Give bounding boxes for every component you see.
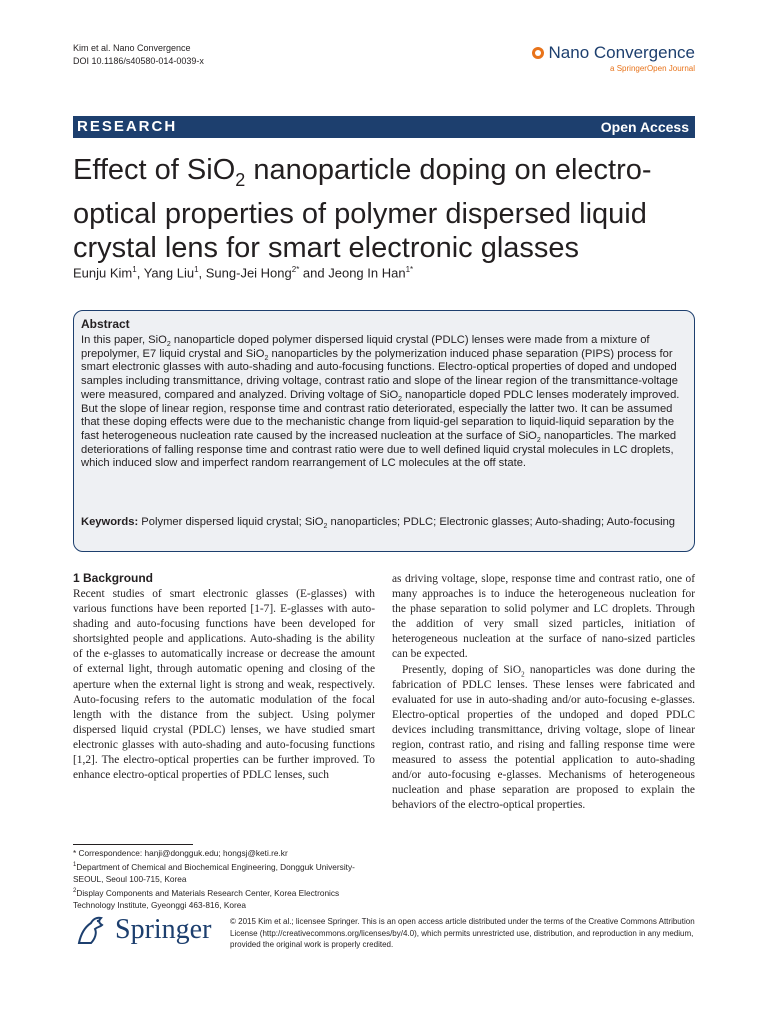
article-title: Effect of SiO$_2$ nanoparticle doping on electro-optical properties of polymer dispersed liquid crystal lens for smart electronic glasses — [73, 154, 652, 264]
correspondence-note[interactable]: * Correspondence: hanji@dongguk.edu; hongsj@keti.re.kr — [73, 848, 288, 858]
open-access-label: Open Access — [600, 119, 689, 135]
body-column-right — [392, 572, 695, 814]
doi-text[interactable]: DOI 10.1186/s40580-014-0039-x — [73, 56, 204, 66]
springer-horse-icon — [73, 913, 107, 947]
license-text: © 2015 Kim et al.; licensee Springer. This is an open access article distributed under the terms of the Creative Commons Attribution License (http://creativecommons.org/licenses/by/4.0), which permits unrestricted use, distribution, and reproduction in any medium, provided the original work is properly credited. — [230, 917, 695, 949]
journal-logo[interactable] — [532, 43, 695, 63]
affiliation-2: $^2$Display Components and Materials Research Center, Korea Electronics Technology Institute, Gyeonggi 463-816, Korea — [73, 887, 340, 910]
springer-wordmark: Springer — [115, 914, 212, 945]
author-name[interactable]: Eunju Kim — [73, 265, 133, 281]
article-type-label: RESEARCH — [77, 118, 178, 135]
body-paragraph: as driving voltage, slope, response time and contrast ratio, one of many approaches is to induce the heterogeneous nucleation for the phase separation to solid polymer and LC droplets. Through the addition of very small sized particles, initiation of heterogeneous nucleation at the surface of nano-sized particles can be expected. — [392, 573, 695, 661]
keywords: Keywords: Polymer dispersed liquid crystal; SiO$_2$ nanoparticles; PDLC; Electronic glasses; Auto-shading; Auto-focusing — [81, 516, 676, 531]
section-heading: 1 Background — [73, 571, 154, 585]
author-name[interactable]: Sung-Jei Hong — [205, 265, 292, 281]
footnote-divider — [73, 844, 193, 845]
author-list: Eunju Kim$^1$, Yang Liu$^1$, Sung-Jei Hong$^{2*}$ and Jeong In Han$^{1*}$ — [73, 265, 414, 281]
journal-tagline: a SpringerOpen Journal — [610, 64, 695, 73]
author-name[interactable]: Jeong In Han — [328, 265, 406, 281]
article-type-band — [73, 116, 695, 138]
journal-name: Nano Convergence — [548, 43, 695, 62]
springer-logo[interactable] — [73, 913, 211, 947]
journal-logo-icon — [532, 47, 544, 59]
affiliation-1: $^1$Department of Chemical and Biochemical Engineering, Dongguk University-SEOUL, Seoul 100-715, Korea — [73, 861, 355, 884]
body-column-left: Recent studies of smart electronic glasses (E-glasses) with various functions have been reported [1-7]. E-glasses with auto-shading and auto-focusing functions have been developed for shortsighted people and applications. Auto-shading is the ability of the e-glasses to automatically increase or decrease the amount of external light, through automatic opening and closing of the aperture when the external light is strong and weak, respectively. Auto-focusing refers to the automatic modulation of the focal length with the distance from the subject. Using polymer dispersed liquid crystal (PDLC) lenses, we have studied smart electronic glasses with auto-shading and auto-focusing functions [1,2]. The electro-optical properties can be further improved. To enhance electro-optical properties of PDLC lenses, such — [73, 588, 375, 782]
abstract-heading: Abstract — [81, 317, 130, 331]
abstract-text: In this paper, SiO$_2$ nanoparticle doped polymer dispersed liquid crystal (PDLC) lenses were made from a mixture of prepolymer, E7 liquid crystal and SiO$_2$ nanoparticles by the polymerization induced phase separation (PIPS) process for smart electronic glasses with auto-shading and auto-focusing functions. Electro-optical properties of doped and undoped samples including transmittance, driving voltage, contrast ratio and slope of the linear region of the transmittance-voltage were measured, compared and analyzed. Driving voltage of SiO$_2$ nanoparticle doped PDLC lenses moderately improved. But the slope of linear region, response time and contrast ratio deteriorated, especially the latter two. It can be assumed that these doping effects were due to the mechanistic change from liquid-gel separation to liquid-liquid separation by the fast heterogeneous nucleation rate caused by the increased nucleation at the surface of SiO$_2$ nanoparticles. The marked deteriorations of falling response time and contrast ratio were due to well defined liquid crystal molecules in LC droplets, which induced slow and imperfect random rearrangement of LC molecules at the off state. — [81, 334, 680, 470]
footnotes — [73, 847, 373, 911]
citation-text: Kim et al. Nano Convergence — [73, 43, 191, 53]
body-paragraph: Presently, doping of SiO$_2$ nanoparticles was done during the fabrication of PDLC lenses. These lenses were fabricated and evaluated for use in auto-shading and/or auto-focusing e-glasses. Electro-optical properties of the undoped and doped PDLC devices including transmittance, driving voltage, slope of linear region, contrast ratio, and rising and falling response time were measured to assess the potential application to auto-shading and/or auto-focusing e-glasses. Mechanisms of heterogeneous nucleation and phase separation are proposed to explain the behaviors of the electro-optical properties. — [392, 663, 695, 812]
keywords-label: Keywords: — [81, 516, 139, 528]
author-name[interactable]: Yang Liu — [143, 265, 195, 281]
